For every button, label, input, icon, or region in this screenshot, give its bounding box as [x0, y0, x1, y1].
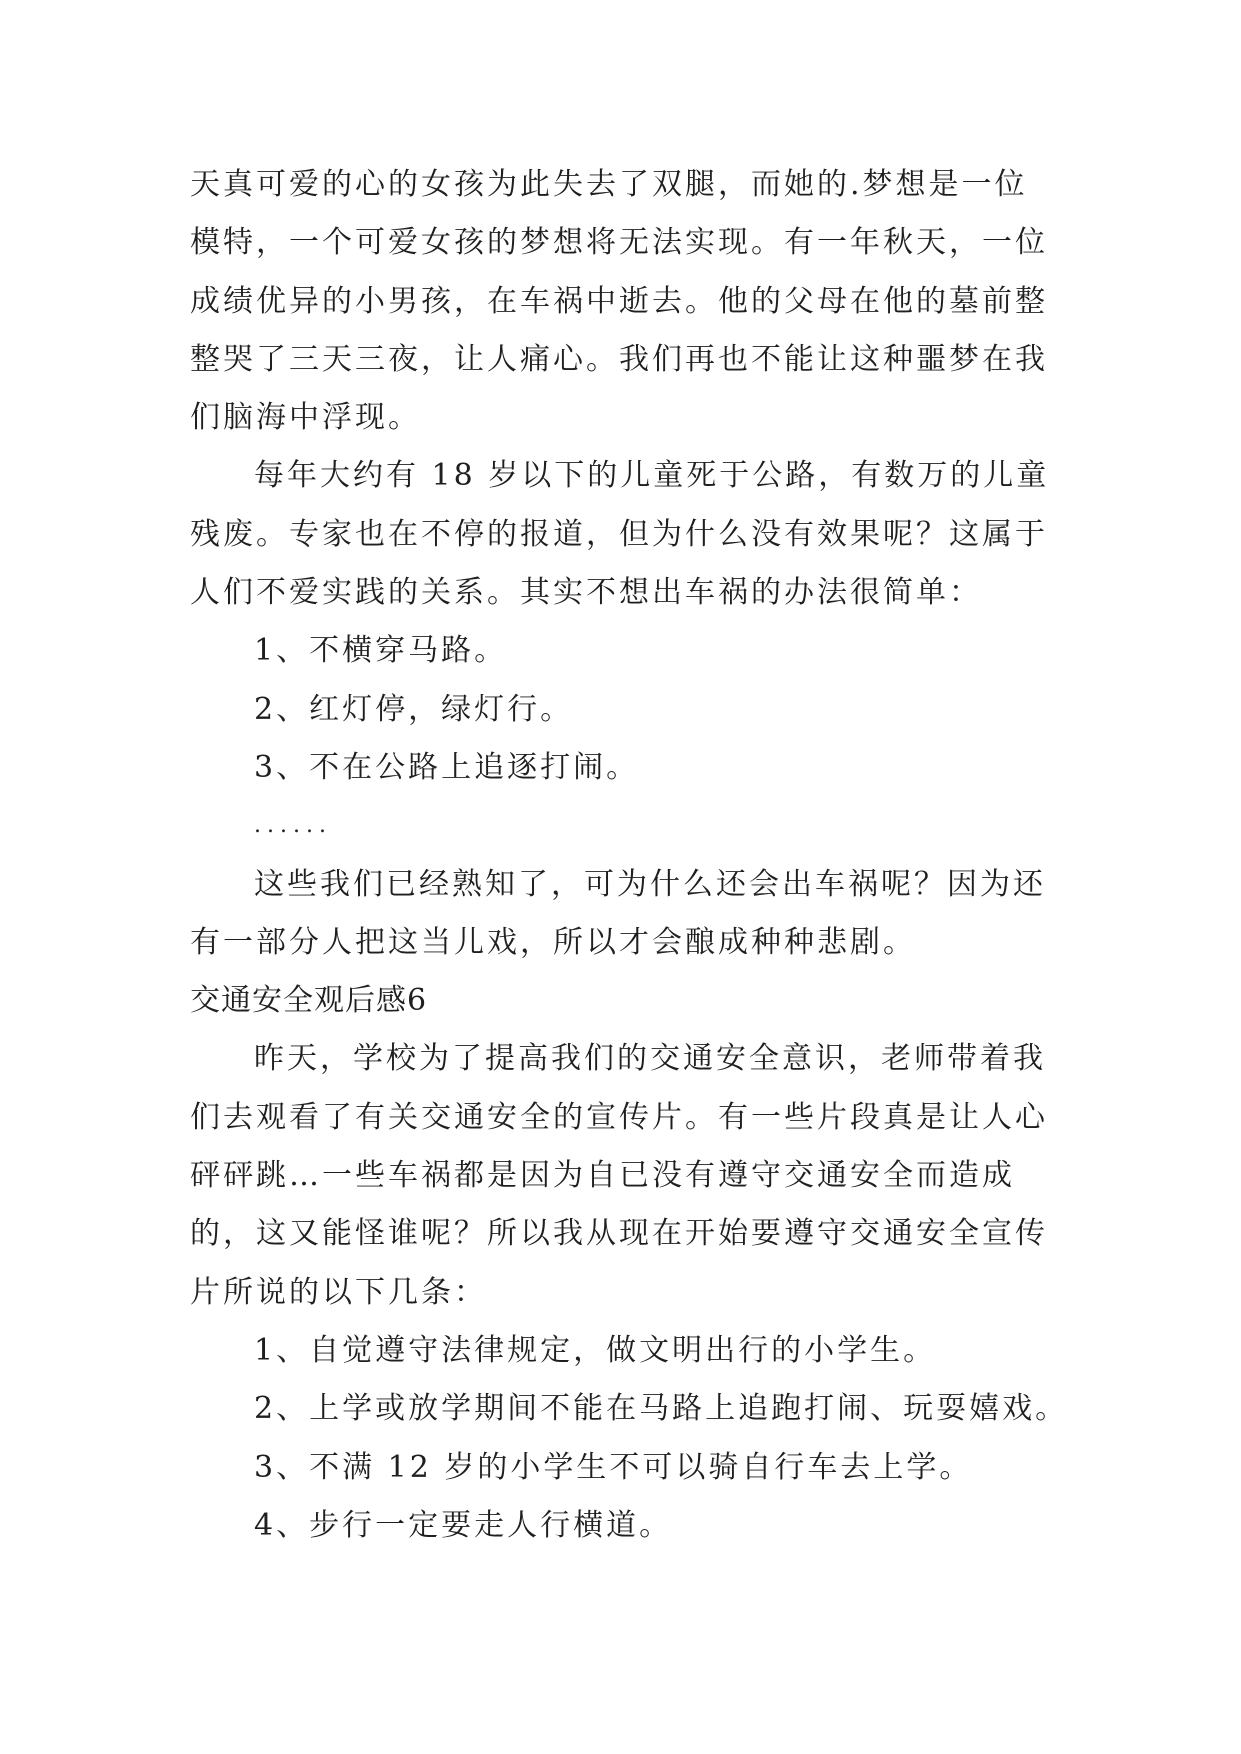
- list-item: 4、步行一定要走人行横道。: [254, 1507, 673, 1543]
- text-line: 人们不爱实践的关系。其实不想出车祸的办法很简单：: [190, 575, 982, 611]
- list-item: 2、上学或放学期间不能在马路上追跑打闹、玩耍嬉戏。: [254, 1391, 1069, 1427]
- text-line: 砰砰跳…一些车祸都是因为自已没有遵守交通安全而造成: [190, 1158, 1015, 1194]
- list-item: 1、不横穿马路。: [254, 633, 508, 669]
- text-line: 昨天，学校为了提高我们的交通安全意识，老师带着我: [254, 1041, 1046, 1077]
- numbered-list: [190, 622, 1090, 855]
- document-body: [190, 156, 1090, 1555]
- text-line: 模特，一个可爱女孩的梦想将无法实现。有一年秋天，一位: [190, 225, 1048, 261]
- text-line: 整哭了三天三夜，让人痛心。我们再也不能让这种噩梦在我: [190, 341, 1048, 377]
- list-item: 3、不满 12 岁的小学生不可以骑自行车去上学。: [254, 1449, 973, 1485]
- text-line: 的，这又能怪谁呢？所以我从现在开始要遵守交通安全宣传: [190, 1216, 1048, 1252]
- paragraph: [190, 856, 1090, 973]
- text-line: 每年大约有 18 岁以下的儿童死于公路，有数万的儿童: [254, 458, 1050, 494]
- paragraph: [190, 1030, 1090, 1321]
- section-heading: 交通安全观后感6: [190, 983, 428, 1019]
- ellipsis: ......: [254, 813, 332, 839]
- text-line: 残废。专家也在不停的报道，但为什么没有效果呢？这属于: [190, 516, 1048, 552]
- text-line: 片所说的以下几条：: [190, 1274, 487, 1310]
- text-line: 们脑海中浮现。: [190, 400, 421, 436]
- text-line: 们去观看了有关交通安全的宣传片。有一些片段真是让人心: [190, 1099, 1048, 1135]
- list-item: 1、自觉遵守法律规定，做文明出行的小学生。: [254, 1332, 937, 1368]
- paragraph: [190, 156, 1090, 447]
- text-line: 这些我们已经熟知了，可为什么还会出车祸呢？因为还: [254, 866, 1046, 902]
- paragraph: [190, 447, 1090, 622]
- list-item: 2、红灯停，绿灯行。: [254, 691, 574, 727]
- list-item: 3、不在公路上追逐打闹。: [254, 749, 640, 785]
- text-line: 天真可爱的心的女孩为此失去了双腿，而她的.梦想是一位: [190, 167, 1028, 202]
- text-line: 成绩优异的小男孩，在车祸中逝去。他的父母在他的墓前整: [190, 283, 1048, 319]
- text-line: 有一部分人把这当儿戏，所以才会酿成种种悲剧。: [190, 924, 916, 960]
- numbered-list: [190, 1322, 1090, 1555]
